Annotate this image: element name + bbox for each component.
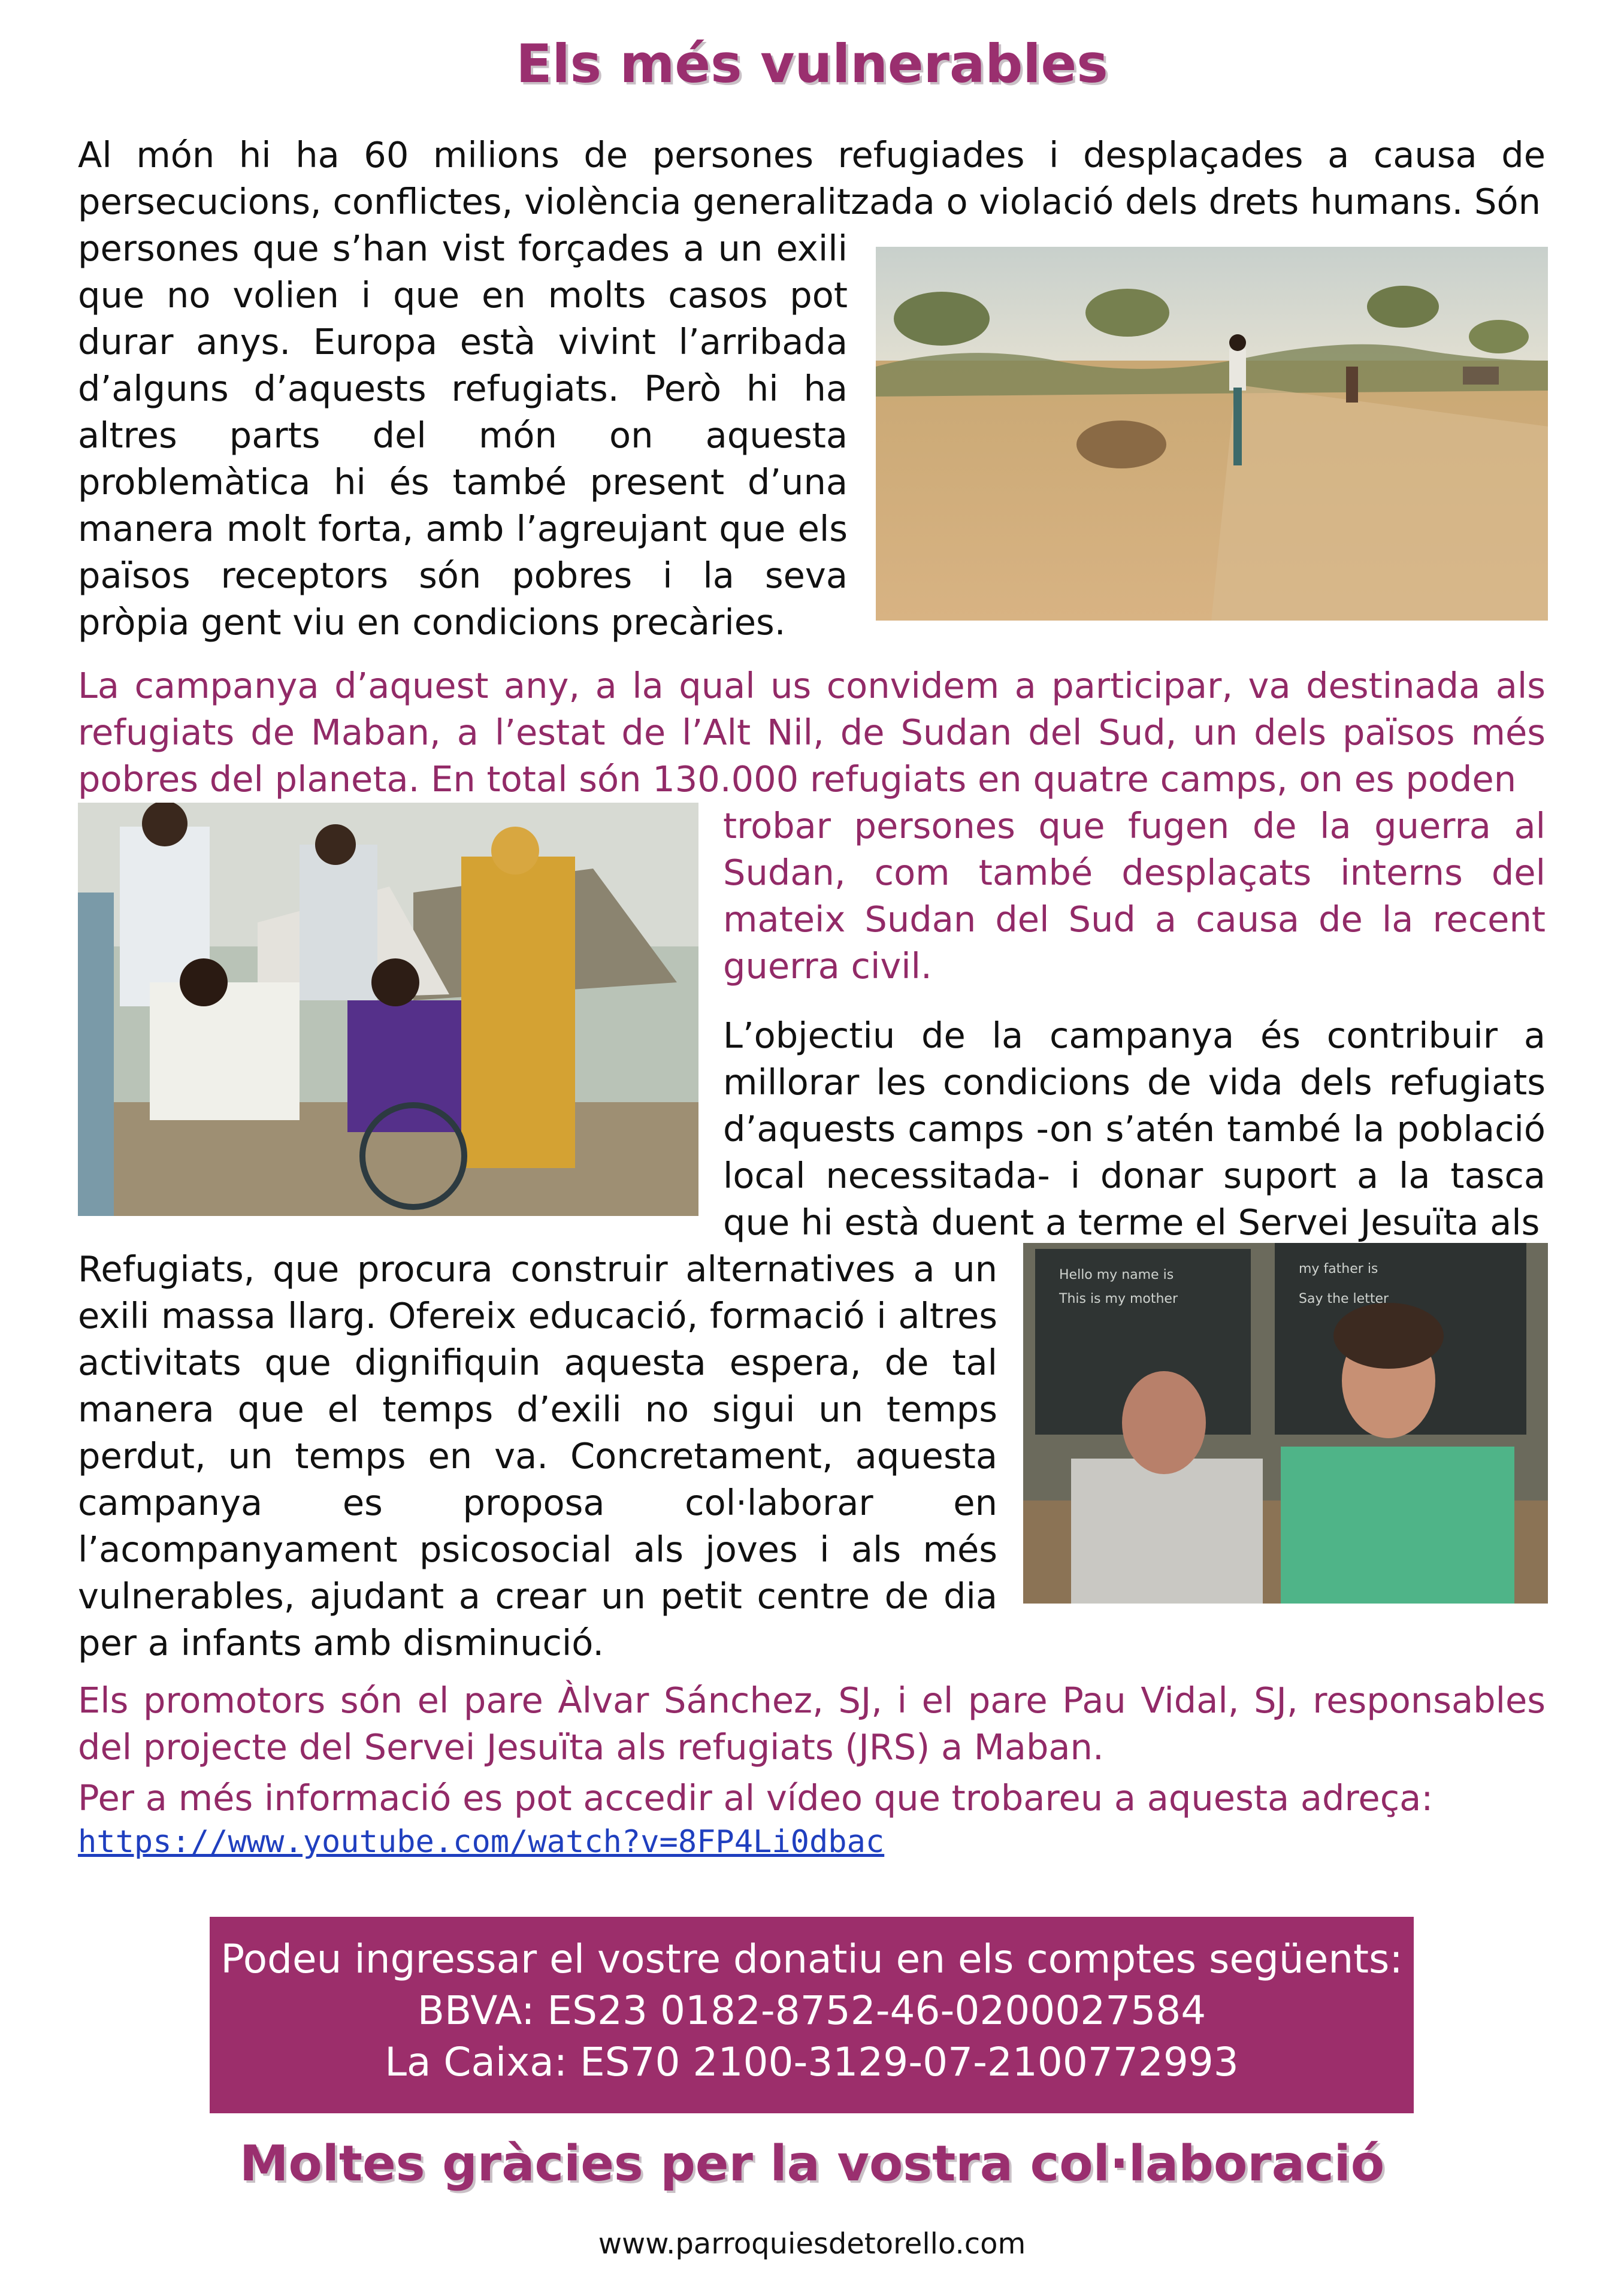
promoters-paragraph: Els promotors són el pare Àlvar Sánchez, SJ, i el pare Pau Vidal, SJ, responsables del projecte del Servei Jesuïta als refugiats (JRS) a Maban.: [78, 1680, 1546, 1768]
more-info-paragraph: Per a més informació es pot accedir al vídeo que trobareu a aquesta adreça:: [78, 1777, 1434, 1819]
campaign-paragraph-continued: trobar persones que fugen de la guerra al Sudan, com també desplaçats interns del mateix Sudan del Sud a causa de la recent guerra civil.: [723, 805, 1546, 987]
thanks-heading: Moltes gràcies per la vostra col·laboració: [239, 2135, 1385, 2192]
donation-box: [210, 1917, 1414, 2113]
svg-text:Say the letter: Say the letter: [1299, 1291, 1389, 1306]
promoters-photo: [1023, 1243, 1548, 1604]
objective-paragraph: L’objectiu de la campanya és contribuir a millorar les condicions de vida dels refugiats d’aquests camps -on s’atén també la població local necessitada- i donar suport a la tasca que hi està duent a terme el Servei Jesuïta als: [723, 1015, 1546, 1243]
donation-line-1: Podeu ingressar el vostre donatiu en els comptes següents:: [220, 1936, 1403, 1982]
wheelchair-photo: [78, 803, 698, 1216]
camp-road-illustration: [876, 247, 1548, 621]
donation-line-caixa: La Caixa: ES70 2100-3129-07-2100772993: [385, 2039, 1239, 2085]
intro-paragraph-continued: persones que s’han vist forçades a un exili que no volien i que en molts casos pot durar anys. Europa està vivint l’arribada d’alguns d’aquests refugiats. Però hi ha altres parts del món on aquesta problemàtica hi és també present d’una manera molt forta, amb l’agreujant que els països receptors són pobres i la seva pròpia gent viu en condicions precàries.: [78, 228, 848, 643]
youtube-link[interactable]: https://www.youtube.com/watch?v=8FP4Li0dbac: [78, 1824, 885, 1860]
svg-text:my father is: my father is: [1299, 1262, 1378, 1276]
donation-line-bbva: BBVA: ES23 0182-8752-46-0200027584: [417, 1987, 1206, 2034]
website-footer: www.parroquiesdetorello.com: [598, 2227, 1026, 2261]
objective-paragraph-continued: Refugiats, que procura construir alternatives a un exili massa llarg. Ofereix educació, formació i altres activitats que dignifiquin aquesta espera, de tal manera que el temps d’exili no sigui un temps perdut, un temps en va. Concretament, aquesta campanya es proposa col·laborar en l’acompanyament psicosocial als joves i als més vulnerables, ajudant a crear un petit centre de dia per a infants amb disminució.: [78, 1248, 997, 1663]
svg-text:Hello my name is: Hello my name is: [1059, 1267, 1174, 1282]
camp-road-photo: [876, 247, 1548, 621]
page-title: Els més vulnerables: [516, 33, 1108, 95]
campaign-paragraph: La campanya d’aquest any, a la qual us convidem a participar, va destinada als refugiats de Maban, a l’estat de l’Alt Nil, de Sudan del Sud, un dels països més pobres del planeta. En total són 130.000 refugiats en quatre camps, on es poden: [78, 665, 1546, 800]
svg-text:This is my mother: This is my mother: [1059, 1291, 1178, 1306]
intro-paragraph: Al món hi ha 60 milions de persones refugiades i desplaçades a causa de persecucions, conflictes, violència generalitzada o violació dels drets humans. Són: [78, 134, 1546, 222]
wheelchair-illustration: [78, 803, 698, 1216]
promoters-illustration: [1023, 1243, 1548, 1604]
